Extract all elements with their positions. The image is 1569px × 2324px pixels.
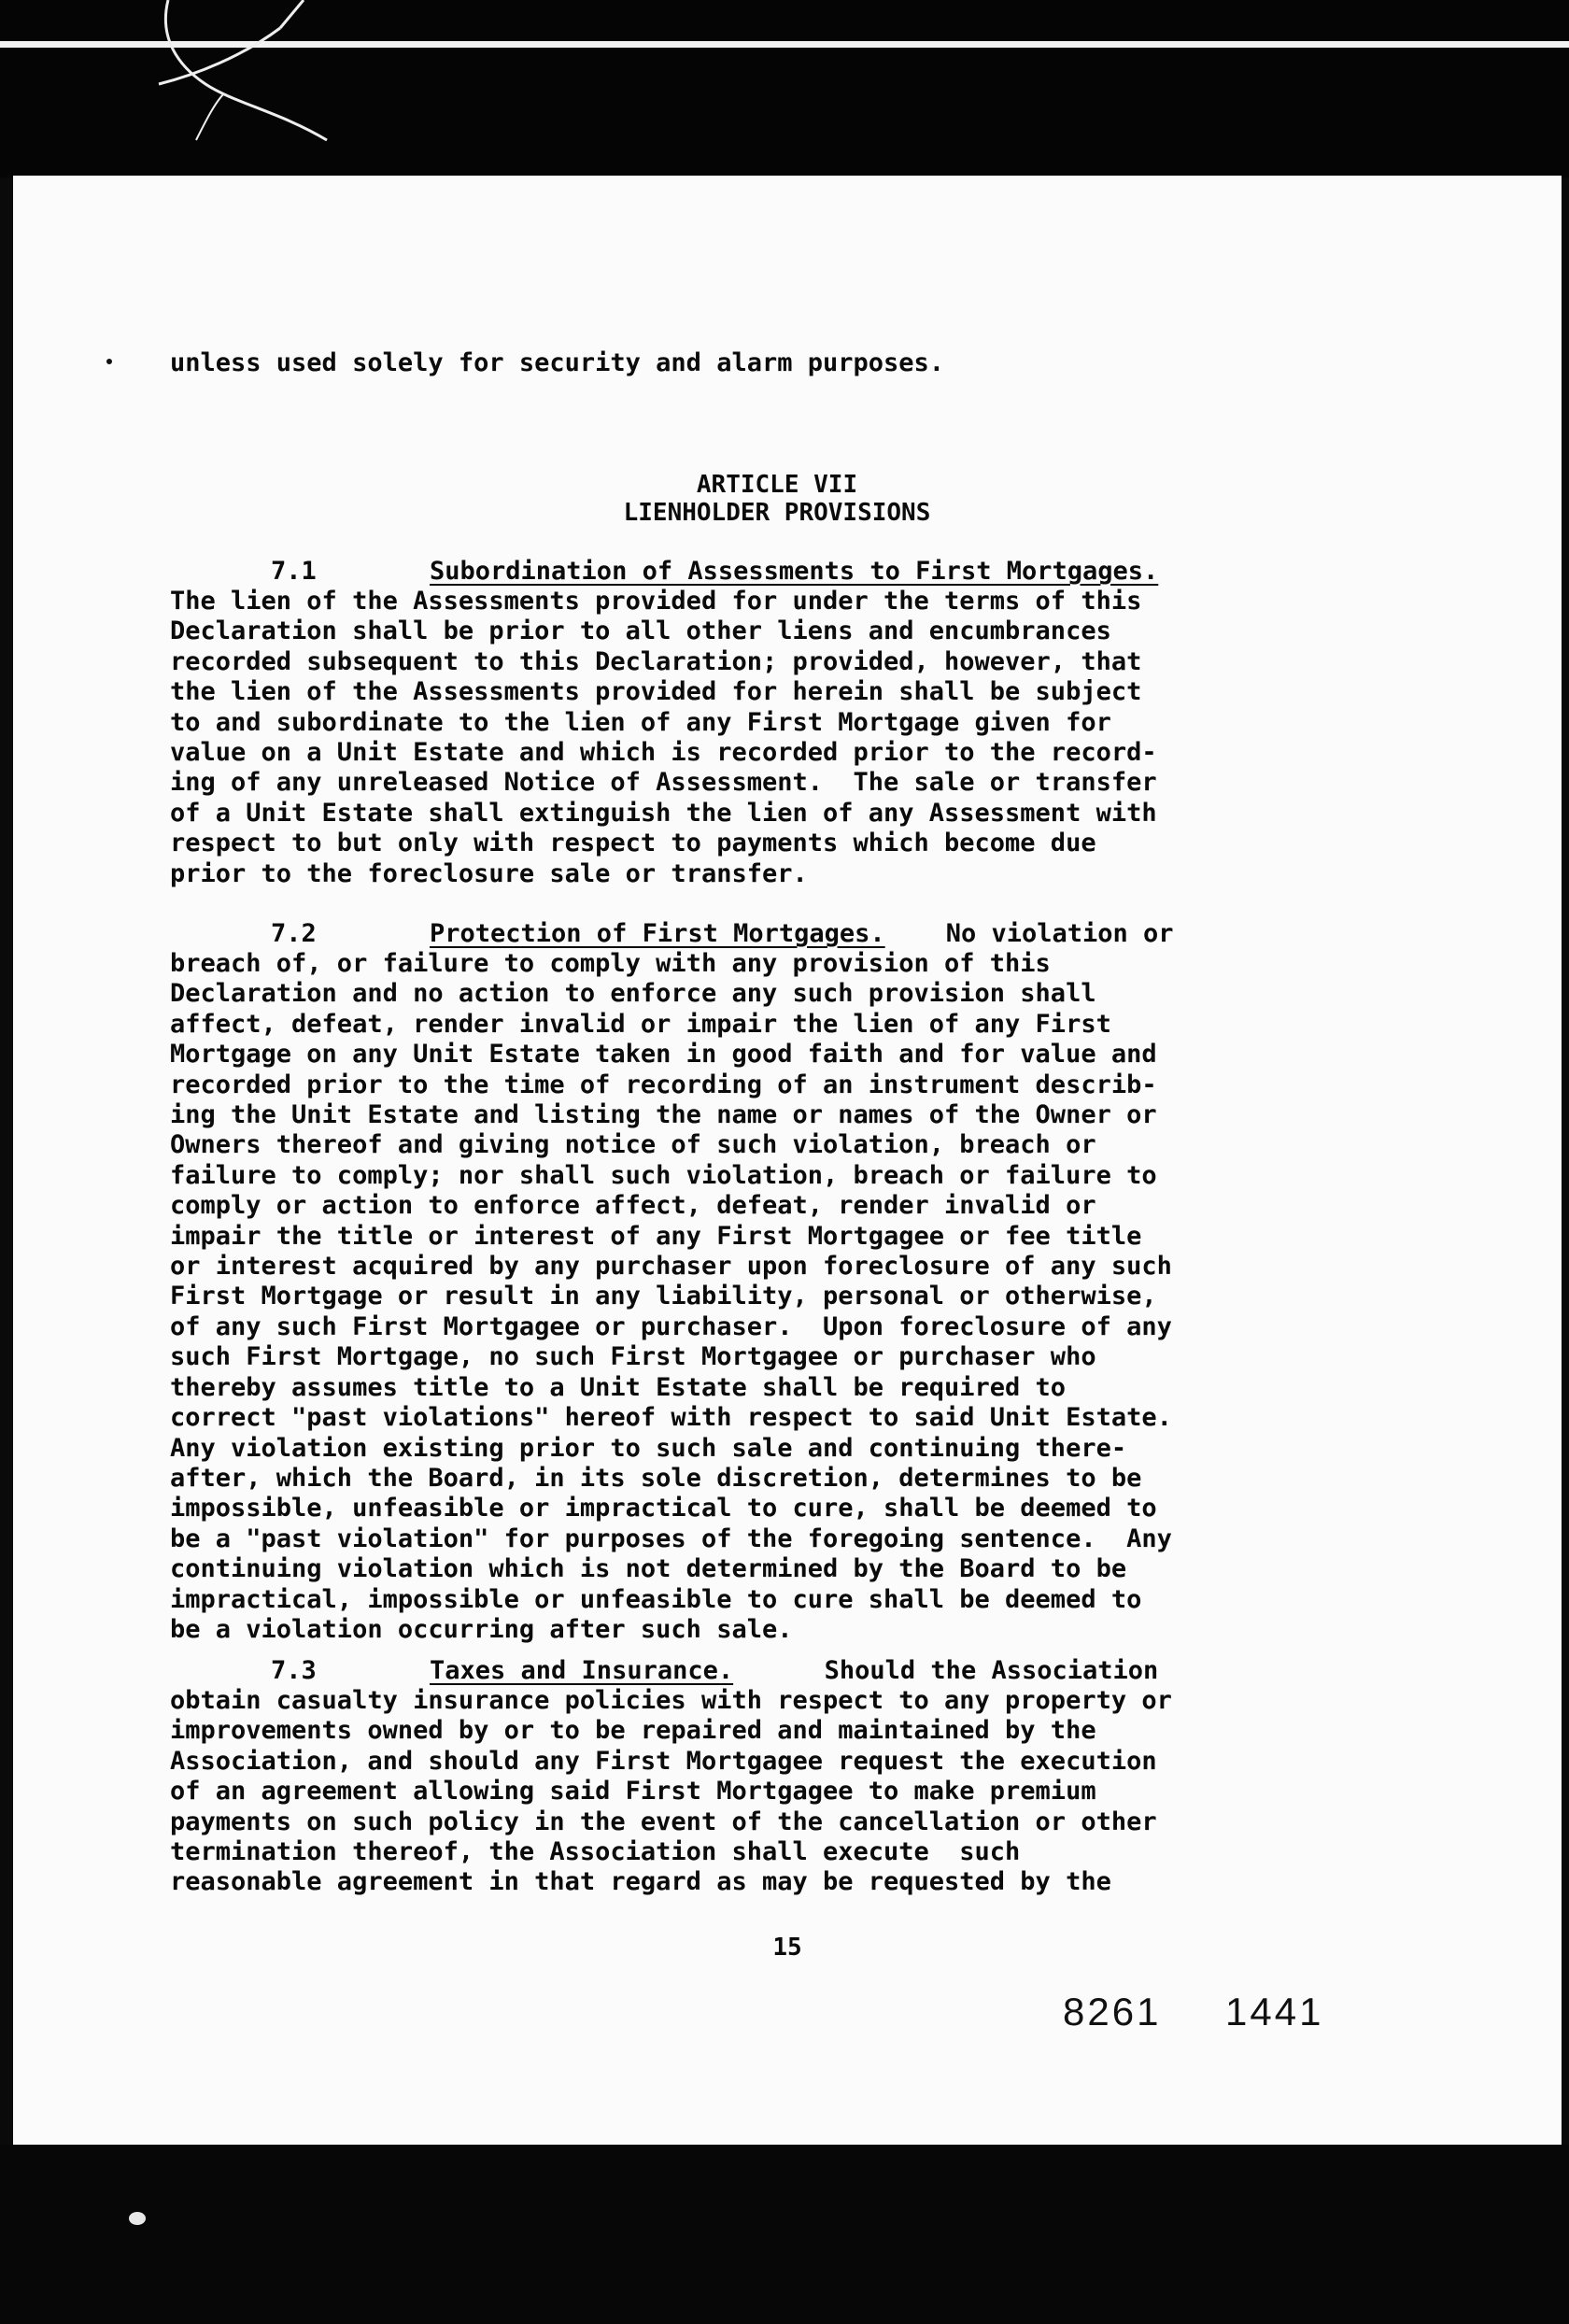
document-page [13, 176, 1562, 2145]
record-book-number: 8261 [1063, 1990, 1162, 2034]
scan-speck [106, 359, 112, 364]
section-title: Taxes and Insurance. [430, 1656, 734, 1685]
section-heading-tail: No violation or [884, 919, 1174, 948]
section-number: 7.2 [271, 919, 317, 948]
section-heading [170, 557, 1384, 587]
opening-line: unless used solely for security and alarm purposes. [170, 348, 945, 377]
scan-bottom-border [0, 2145, 1569, 2324]
record-page-number: 1441 [1225, 1990, 1324, 2034]
scan-speck [129, 2212, 146, 2225]
section-heading [170, 919, 1384, 949]
section-heading [170, 1656, 1384, 1686]
section-heading-tail: Should the Association [733, 1656, 1159, 1685]
article-title: ARTICLE VII [696, 471, 858, 499]
section-number: 7.3 [271, 1656, 317, 1685]
section-title: Protection of First Mortgages. [430, 919, 885, 948]
section-title: Subordination of Assessments to First Mortgages. [430, 557, 1159, 586]
scan-edge-marks [140, 0, 355, 168]
article-subtitle: LIENHOLDER PROVISIONS [623, 499, 931, 527]
section-body: breach of, or failure to comply with any provision of this Declaration and no action to enforce any such provision shall affect, defeat, render invalid or impair the lien of any First Mortgage on any Unit Estate taken in good faith and for value and recorded prior to the time of recording of an instrument describ- ing the Unit Estate and listing the name or names of the Owner or Owners thereof and giving notice of such violation, breach or failure to comply; nor shall such violation, breach or failure to comply or action to enforce affect, defeat, render invalid or impair the title or interest of any First Mortgagee or fee title or interest acquired by any purchaser upon foreclosure of any such First Mortgage or result in any liability, personal or otherwise, of any such First Mortgagee or purchaser. Upon foreclosure of any such First Mortgage, no such First Mortgagee or purchaser who thereby assumes title to a Unit Estate shall be required to correct "past violations" hereof with respect to said Unit Estate. Any violation existing prior to such sale and continuing there- after, which the Board, in its sole discretion, determines to be impossible, unfeasible or impractical to cure, shall be deemed to be a "past violation" for purposes of the foregoing sentence. Any continuing violation which is not determined by the Board to be impractical, impossible or unfeasible to cure shall be deemed to be a violation occurring after such sale. [170, 949, 1172, 1644]
section-body: The lien of the Assessments provided for under the terms of this Declaration shall be prior to all other liens and encumbrances recorded subsequent to this Declaration; provided, however, that the lien of the Assessments provided for herein shall be subject to and subordinate to the lien of any First Mortgage given for value on a Unit Estate and which is recorded prior to the record- ing of any unreleased Notice of Assessment. The sale or transfer of a Unit Estate shall extinguish the lien of any Assessment with respect to but only with respect to payments which become due prior to the foreclosure sale or transfer. [170, 587, 1157, 888]
page-number: 15 [772, 1934, 802, 1962]
section-body: obtain casualty insurance policies with respect to any property or improvements owned by or to be repaired and maintained by the Association, and should any First Mortgagee request the execution of an agreement allowing said First Mortgagee to make premium payments on such policy in the event of the cancellation or other termination thereof, the Association shall execute such reasonable agreement in that regard as may be requested by the [170, 1686, 1172, 1897]
section-number: 7.1 [271, 557, 317, 586]
